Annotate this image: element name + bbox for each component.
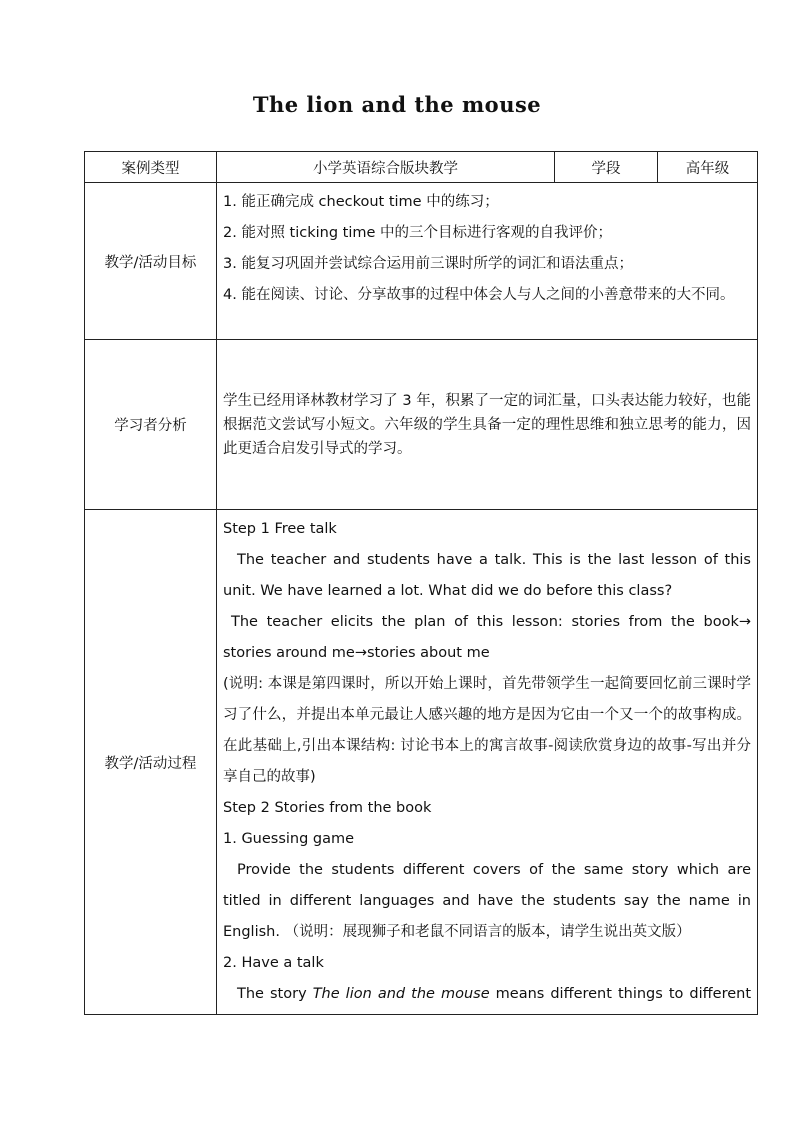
document-title: The lion and the mouse: [252, 92, 542, 117]
case-type-value: 小学英语综合版块教学: [217, 152, 555, 183]
step1-title: Step 1 Free talk: [223, 521, 337, 537]
talk-text-start: The story: [237, 986, 313, 1002]
learner-row: [85, 340, 758, 510]
learner-label: 学习者分析: [85, 340, 217, 510]
goals-label: 教学/活动目标: [85, 183, 217, 340]
goal-item: 3. 能复习巩固并尝试综合运用前三课时所学的词汇和语法重点；: [223, 256, 633, 272]
lesson-plan-table: [84, 151, 758, 1015]
process-label: 教学/活动过程: [85, 510, 217, 1015]
step1-plan: The teacher elicits the plan of this lesson: stories from the book→ stories around me→stories about me: [223, 614, 751, 661]
step1-note: (说明: 本课是第四课时，所以开始上课时，首先带领学生一起简要回忆前三课时学习了什么，并提出本单元最让人感兴趣的地方是因为它由一个又一个的故事构成。在此基础上,引出本课结构: 讨论书本上的寓言故事-阅读欣赏身边的故事-写出并分享自己的故事): [223, 676, 751, 785]
have-a-talk-paragraph: [223, 979, 751, 1010]
process-content: [217, 510, 758, 1015]
step2-title: Step 2 Stories from the book: [223, 800, 432, 816]
learner-content: [217, 340, 758, 510]
learner-text: 学生已经用译林教材学习了 3 年，积累了一定的词汇量，口头表达能力较好，也能根据范文尝试写小短文。六年级的学生具备一定的理性思维和独立思考的能力，因此更适合启发引导式的学习。: [223, 392, 751, 457]
have-a-talk-title: 2. Have a talk: [223, 955, 324, 971]
guessing-game-title: 1. Guessing game: [223, 831, 355, 847]
process-row: [85, 510, 758, 1015]
goals-content: [217, 183, 758, 340]
goal-item: 2. 能对照 ticking time 中的三个目标进行客观的自我评价；: [223, 225, 613, 241]
stage-label: 学段: [555, 152, 658, 183]
story-title-italic: The lion and the mouse: [312, 986, 490, 1002]
talk-text-end: means different things to different: [489, 986, 752, 1002]
case-type-label: 案例类型: [85, 152, 217, 183]
goal-item: 1. 能正确完成 checkout time 中的练习；: [223, 194, 499, 210]
step1-paragraph: The teacher and students have a talk. This is the last lesson of this unit. We have learned a lot. What did we do before this class?: [223, 552, 751, 599]
goals-row: [85, 183, 758, 340]
header-row: [85, 152, 758, 183]
guessing-game-paragraph: Provide the students different covers of the same story which are titled in different languages and have the students say the name in English. （说明：展现狮子和老鼠不同语言的版本，请学生说出英文版）: [223, 862, 751, 940]
goal-item: 4. 能在阅读、讨论、分享故事的过程中体会人与人之间的小善意带来的大不同。: [223, 287, 735, 303]
stage-value: 高年级: [658, 152, 758, 183]
